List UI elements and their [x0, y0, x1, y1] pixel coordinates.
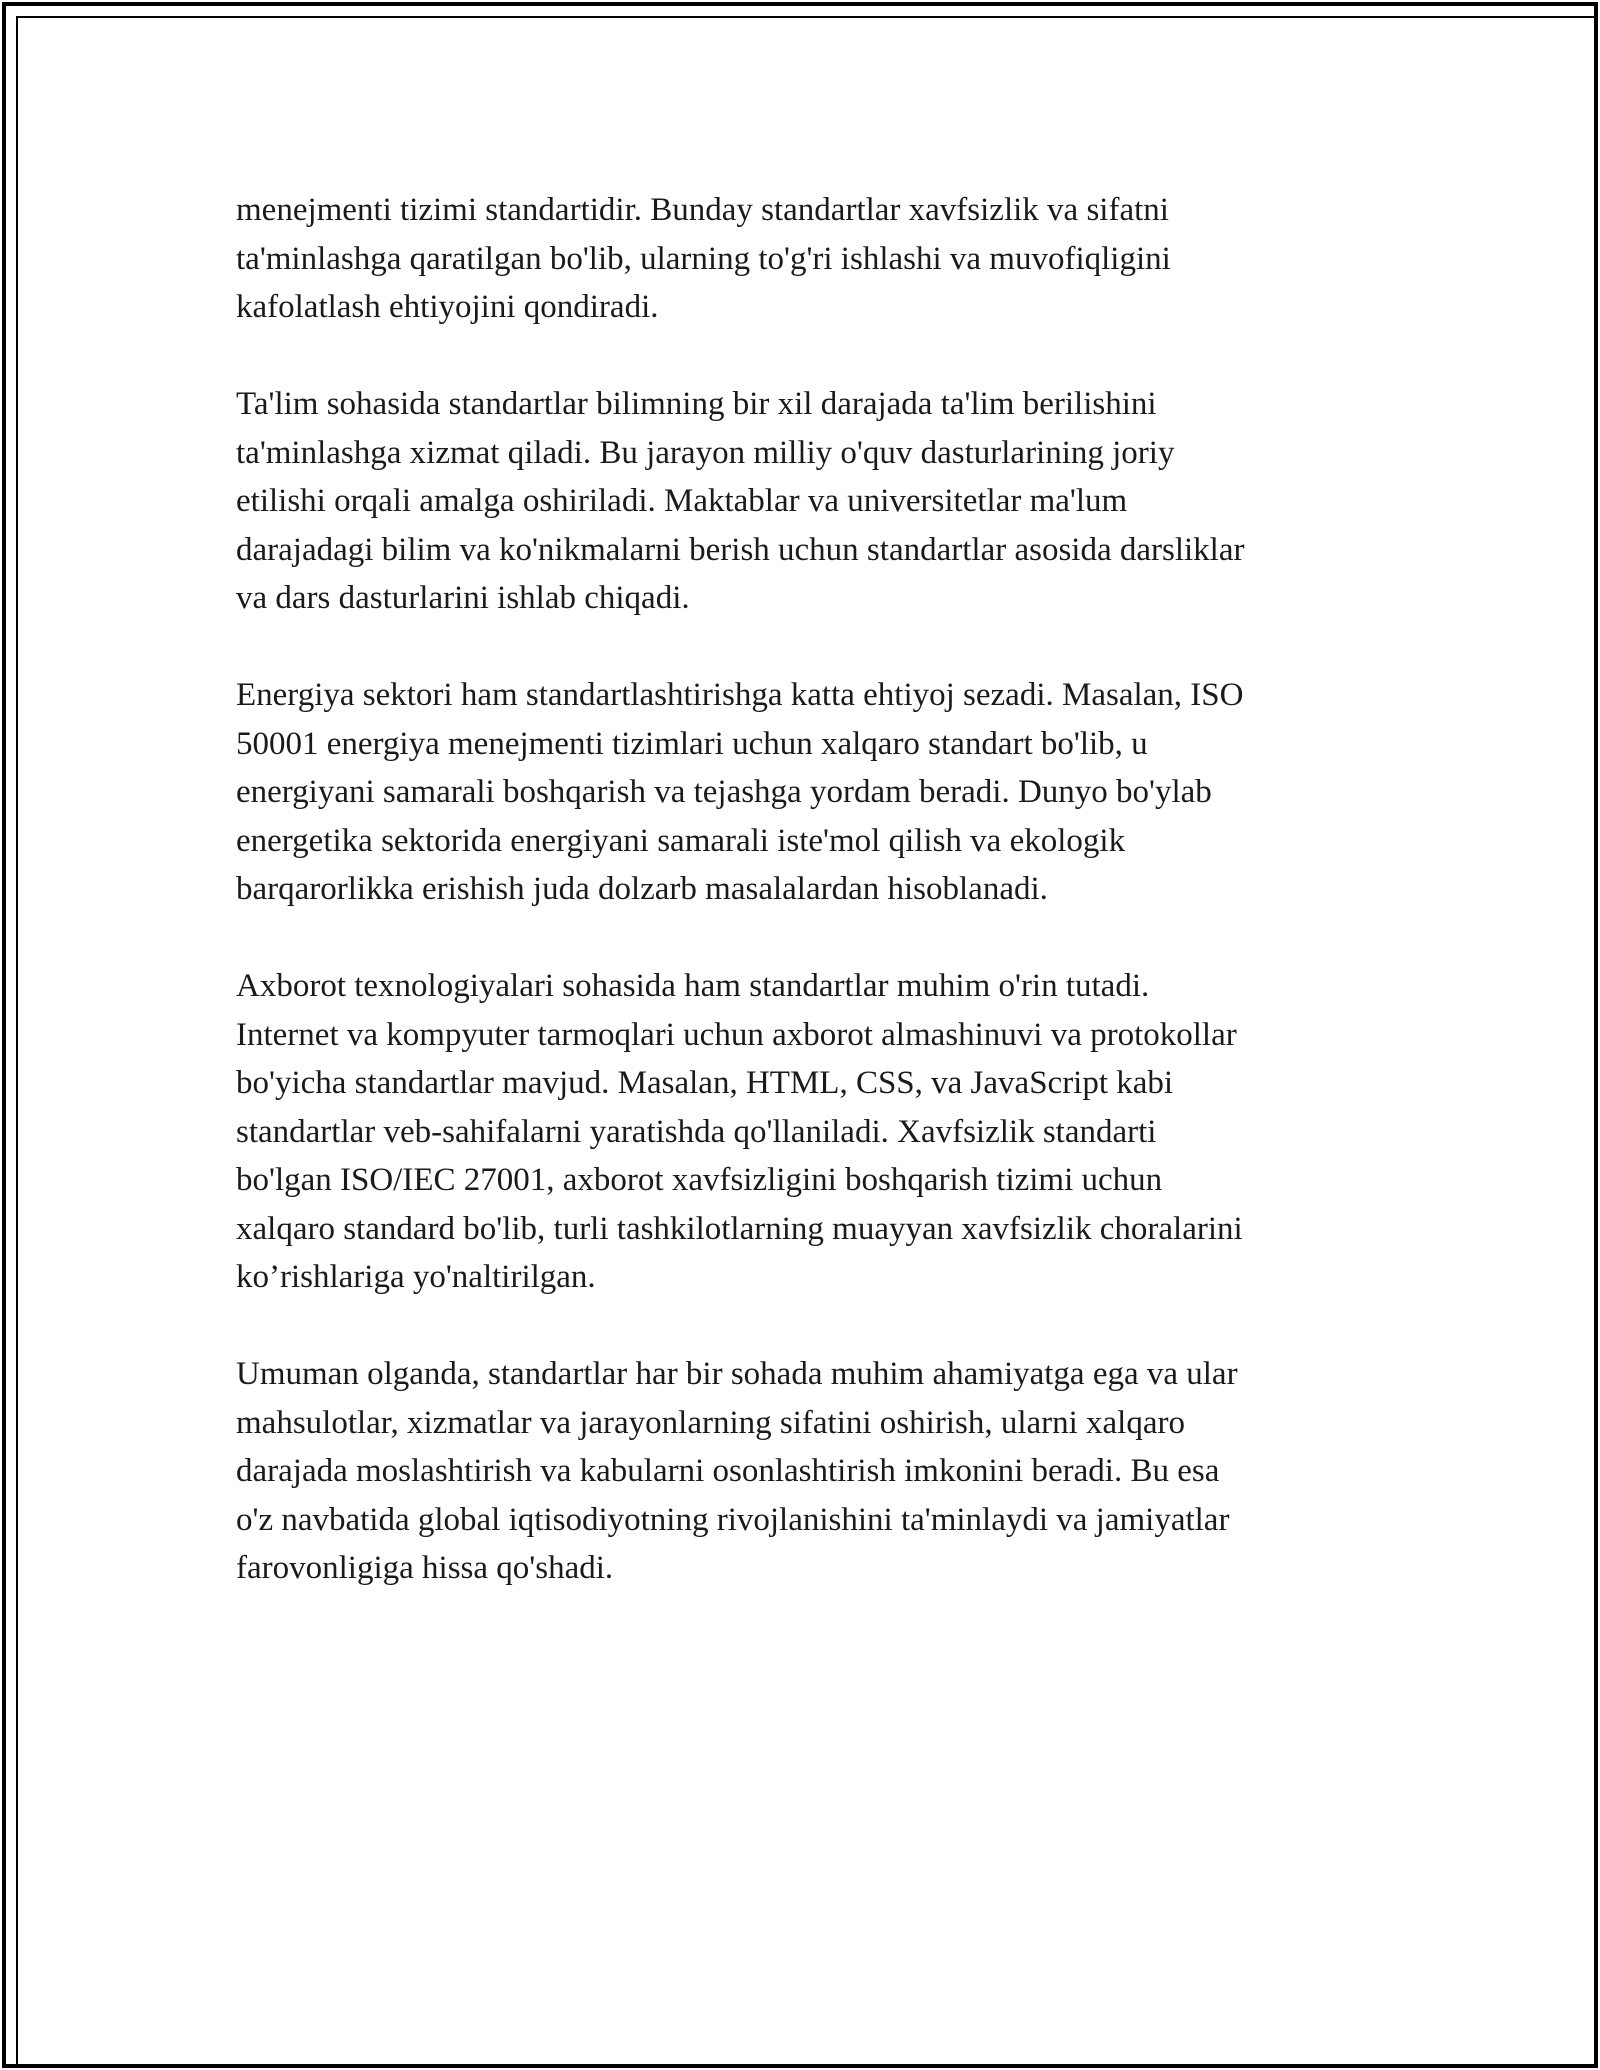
text-line: o'z navbatida global iqtisodiyotning rivojlanishini ta'minlaydi va jamiyatlar	[236, 1501, 1230, 1538]
text-line: Umuman olganda, standartlar har bir sohada muhim ahamiyatga ega va ular	[236, 1356, 1238, 1392]
text-line: Axborot texnologiyalari sohasida ham standartlar muhim o'rin tutadi.	[236, 968, 1150, 1004]
text-line: ko’rishlariga yo'naltirilgan.	[236, 1259, 596, 1295]
text-line: Internet va kompyuter tarmoqlari uchun axborot almashinuvi va protokollar	[236, 1016, 1237, 1053]
text-line: darajada moslashtirish va kabularni osonlashtirish imkonini beradi. Bu esa	[236, 1453, 1220, 1489]
text-line: bo'yicha standartlar mavjud. Masalan, HTML, CSS, va JavaScript kabi	[236, 1065, 1174, 1101]
text-line: va dars dasturlarini ishlab chiqadi.	[236, 580, 690, 616]
text-line: standartlar veb-sahifalarni yaratishda qo'llaniladi. Xavfsizlik standarti	[236, 1113, 1157, 1150]
text-line: menejmenti tizimi standartidir. Bunday standartlar xavfsizlik va sifatni	[236, 192, 1169, 228]
text-line: farovonligiga hissa qo'shadi.	[236, 1550, 614, 1586]
text-line: xalqaro standard bo'lib, turli tashkilotlarning muayyan xavfsizlik choralarini	[236, 1210, 1243, 1247]
paragraph	[236, 186, 1386, 332]
text-line: mahsulotlar, xizmatlar va jarayonlarning sifatini oshirish, ularni xalqaro	[236, 1404, 1185, 1441]
paragraph	[236, 962, 1386, 1302]
text-line: ta'minlashga qaratilgan bo'lib, ularning to'g'ri ishlashi va muvofiqligini	[236, 240, 1171, 277]
text-line: 50001 energiya menejmenti tizimlari uchun xalqaro standart bo'lib, u	[236, 725, 1148, 762]
text-line: etilishi orqali amalga oshiriladi. Maktablar va universitetlar ma'lum	[236, 483, 1128, 519]
text-line: Energiya sektori ham standartlashtirishga katta ehtiyoj sezadi. Masalan, ISO	[236, 677, 1244, 713]
text-line: kafolatlash ehtiyojini qondiradi.	[236, 289, 659, 325]
text-line: darajadagi bilim va ko'nikmalarni berish uchun standartlar asosida darsliklar	[236, 531, 1245, 568]
document-body	[236, 186, 1386, 1641]
paragraph	[236, 1350, 1386, 1593]
text-line: Ta'lim sohasida standartlar bilimning bir xil darajada ta'lim berilishini	[236, 386, 1157, 422]
paragraph	[236, 380, 1386, 623]
text-line: energiyani samarali boshqarish va tejashga yordam beradi. Dunyo bo'ylab	[236, 774, 1212, 810]
text-line: energetika sektorida energiyani samarali iste'mol qilish va ekologik	[236, 822, 1126, 859]
paragraph	[236, 671, 1386, 914]
text-line: ta'minlashga xizmat qiladi. Bu jarayon milliy o'quv dasturlarining joriy	[236, 434, 1175, 471]
text-line: barqarorlikka erishish juda dolzarb masalalardan hisoblanadi.	[236, 871, 1048, 907]
text-line: bo'lgan ISO/IEC 27001, axborot xavfsizligini boshqarish tizimi uchun	[236, 1162, 1163, 1198]
